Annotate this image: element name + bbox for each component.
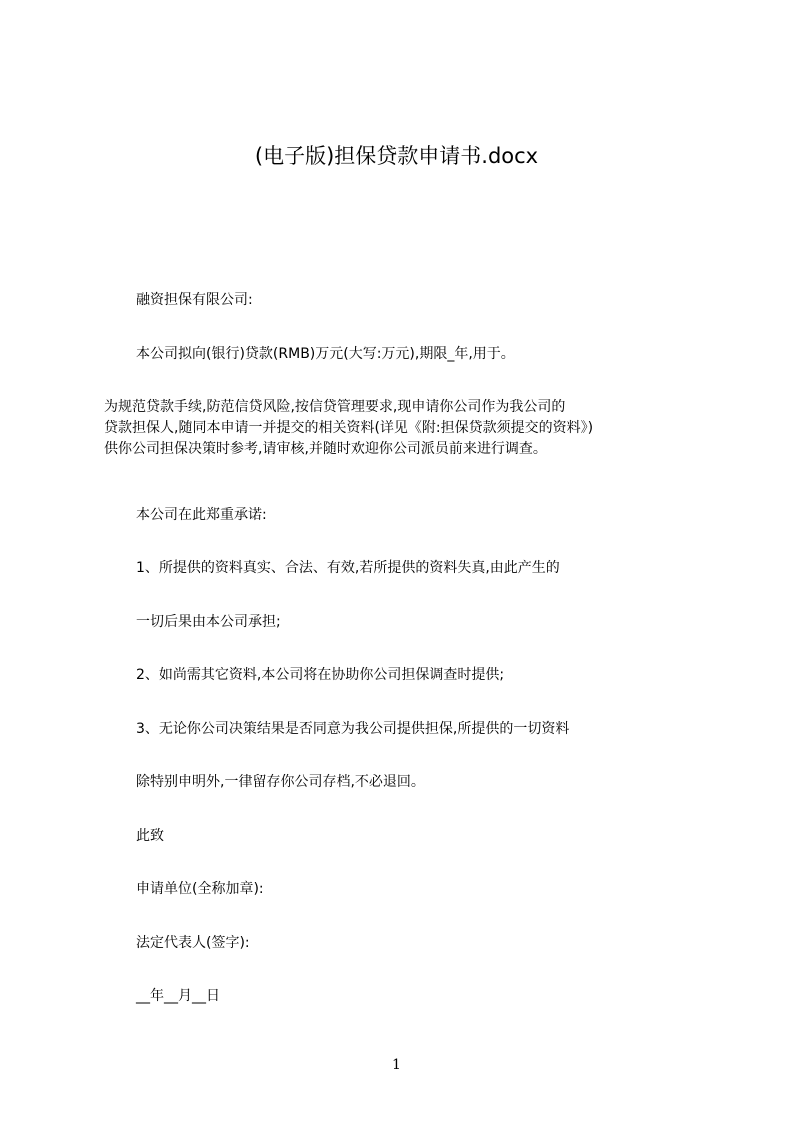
promise-item-1-line-2: 一切后果由本公司承担; — [136, 614, 281, 630]
legal-representative-field: 法定代表人(签字): — [136, 935, 250, 951]
closing: 此致 — [136, 828, 164, 844]
paragraph-line-3: 供你公司担保决策时参考,请审核,并随时欢迎你公司派员前来进行调查。 — [104, 441, 547, 457]
page-number: 1 — [392, 1057, 401, 1073]
promise-item-1-line-1: 1、所提供的资料真实、合法、有效,若所提供的资料失真,由此产生的 — [136, 560, 560, 576]
promise-item-2: 2、如尚需其它资料,本公司将在协助你公司担保调查时提供; — [136, 667, 505, 683]
promise-item-3-line-1: 3、无论你公司决策结果是否同意为我公司提供担保,所提供的一切资料 — [136, 721, 570, 737]
paragraph-line-1: 为规范贷款手续,防范信贷风险,按信贷管理要求,现申请你公司作为我公司的 — [104, 399, 566, 415]
loan-request-line: 本公司拟向(银行)贷款(RMB)万元(大写:万元),期限_年,用于。 — [136, 346, 515, 362]
applicant-unit-field: 申请单位(全称加章): — [136, 881, 264, 897]
promise-item-3-line-2: 除特别申明外,一律留存你公司存档,不必退回。 — [136, 774, 425, 790]
application-paragraph — [104, 397, 704, 460]
document-title: (电子版)担保贷款申请书.docx — [254, 144, 539, 168]
paragraph-line-2: 贷款担保人,随同本申请一并提交的相关资料(详见《附:担保贷款须提交的资料》) — [104, 420, 594, 436]
salutation: 融资担保有限公司: — [136, 292, 253, 308]
promise-intro: 本公司在此郑重承诺: — [136, 507, 267, 523]
date-line: __年__月__日 — [136, 988, 220, 1004]
